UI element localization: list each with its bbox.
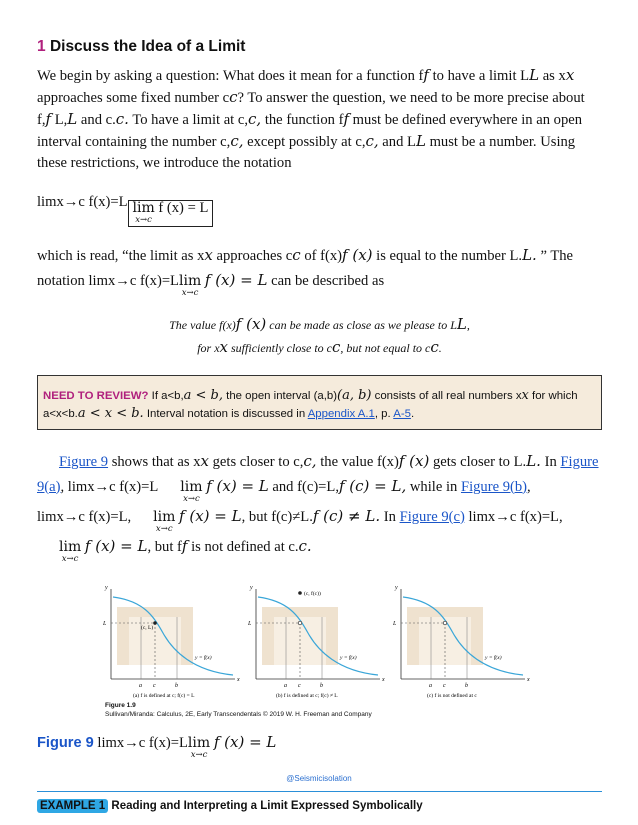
review-box: NEED TO REVIEW? If a<b,a < b, the open interval (a,b)(a, b) consists of all real numbers xx for which a<x<b.a < x < b. Interval notation is discussed in Appendix A.1, p. A-5. [37,375,602,430]
reading-paragraph: which is read, “the limit as xx approaches cc of f(x)f (x) is equal to the number L.L. ” The notation limx→c f(x)=L lim x→c f (x) = L can be described as [37,246,574,298]
svg-text:L: L [103,620,107,627]
page [37,38,602,812]
intro-paragraph: We begin by asking a question: What does it mean for a function ff to have a limit LL as xx approaches some fixed number cc? To answer the question, we need to be more precise about f,f L,L and c.c. To have a limit at c,c, the function ff must be defined everywhere in an open interval containing the number c,c, except possibly at c,c, and LL must be a number. Using these restrictions, we introduce the notation [37,66,585,171]
notation-line [37,192,602,227]
credit-watermark: @Seismicisolation [286,774,352,783]
svg-text:L: L [248,620,252,627]
svg-text:y = f(x): y = f(x) [485,654,502,661]
figure-panel-a [103,583,243,699]
text: as x [539,68,566,84]
text: approaches some fixed number c [37,90,230,106]
svg-text:(a) f is defined at c; f(c) =: (a) f is defined at c; f(c) = L [133,692,195,699]
svg-text:c: c [443,682,446,689]
point [298,591,302,595]
svg-text:x: x [237,676,240,683]
lim-notation: lim x→c [178,273,202,298]
page-link[interactable]: A-5 [393,408,411,420]
figure-9b-link[interactable]: Figure 9(b) [460,478,528,495]
text: We begin by asking a question: What does it mean for a function f [37,68,424,84]
example-heading: EXAMPLE 1 Reading and Interpreting a Limit Expressed Symbolically [37,800,602,812]
figure-9a-link[interactable]: Figure 9(a) [37,454,599,495]
svg-text:c: c [153,682,156,689]
figure-9-link[interactable]: Figure 9 [59,454,109,470]
figure-9c-link[interactable]: Figure 9(c) [399,508,465,525]
text: and c. [77,112,116,128]
figure-title: Figure 9 limx→c f(x)=L lim x→c f (x) = L [37,732,277,760]
svg-text:(c, L): (c, L) [141,624,154,631]
text: ? To answer the question, we need to be more precise about f, [37,90,585,128]
figure-panel-c [393,583,533,699]
appendix-link[interactable]: Appendix A.1 [307,408,375,420]
svg-text:y = f(x): y = f(x) [195,654,212,661]
svg-text:b: b [465,682,468,689]
svg-text:y: y [105,584,108,591]
example-badge: EXAMPLE 1 [37,799,108,813]
svg-text:a: a [139,682,142,689]
svg-text:y: y [250,584,253,591]
svg-text:b: b [175,682,178,689]
notation-plain: limx→c f(x)=L [37,194,128,210]
divider [37,791,602,792]
svg-text:(b) f is defined at c; f(c) ≠: (b) f is defined at c; f(c) ≠ L [276,692,338,699]
section-heading [37,38,602,56]
svg-text:(c, f(c)): (c, f(c)) [304,590,321,597]
svg-text:x: x [382,676,385,683]
section-title: Discuss the Idea of a Limit [49,38,246,55]
figure-9-panels [103,583,533,699]
figure-label: Figure 9 [37,734,94,751]
figure-paragraph: Figure 9 shows that as xx gets closer to c,c, the value f(x)f (x) gets closer to L.L. In Figure 9(a), limx→c f(x)=L lim x→c f (x) = L and f(c)=L,f (c) = L, while in Figure 9(b), limx→c f(x)=L, lim x→c f (x) = L, but f(c)≠L.f (c) ≠ L. In Figure 9(c) limx→c f(x)=L, lim x→c f (x) = L, but ff is not defined at c.c. [37,452,599,564]
open-point [443,621,447,625]
svg-text:b: b [320,682,323,689]
text: must be a number. Using these restrictions, we introduce the notation [37,134,576,171]
svg-text:y: y [395,584,398,591]
section-number: 1 [37,38,46,55]
limit-description: The value f(x)f (x) can be made as close as we please to LL, for xx sufficiently close to cc, but not equal to cc. [169,315,470,356]
point [153,621,157,625]
svg-text:a: a [284,682,287,689]
svg-text:L: L [393,620,397,627]
text: and L [378,134,416,150]
text: To have a limit at c, [128,112,249,128]
svg-text:y = f(x): y = f(x) [340,654,357,661]
text: L, [51,112,68,128]
svg-text:(c) f is not defined at c: (c) f is not defined at c [427,692,477,699]
svg-text:a: a [429,682,432,689]
text: must be defined everywhere in an open interval containing the number c, [37,112,583,150]
svg-text:c: c [298,682,301,689]
figure-panel-b [248,583,388,699]
figure-caption: Figure 1.9 Sullivan/Miranda: Calculus, 2E, Early Transcendentals © 2019 W. H. Freeman and Company [105,701,372,718]
review-tag: NEED TO REVIEW? [43,390,149,402]
text: to have a limit L [428,68,530,84]
text: the function f [261,112,344,128]
notation-box: lim x→c f (x) = L [128,200,214,227]
svg-text:x: x [527,676,530,683]
text: except possibly at c, [243,134,366,150]
open-point [298,621,302,625]
